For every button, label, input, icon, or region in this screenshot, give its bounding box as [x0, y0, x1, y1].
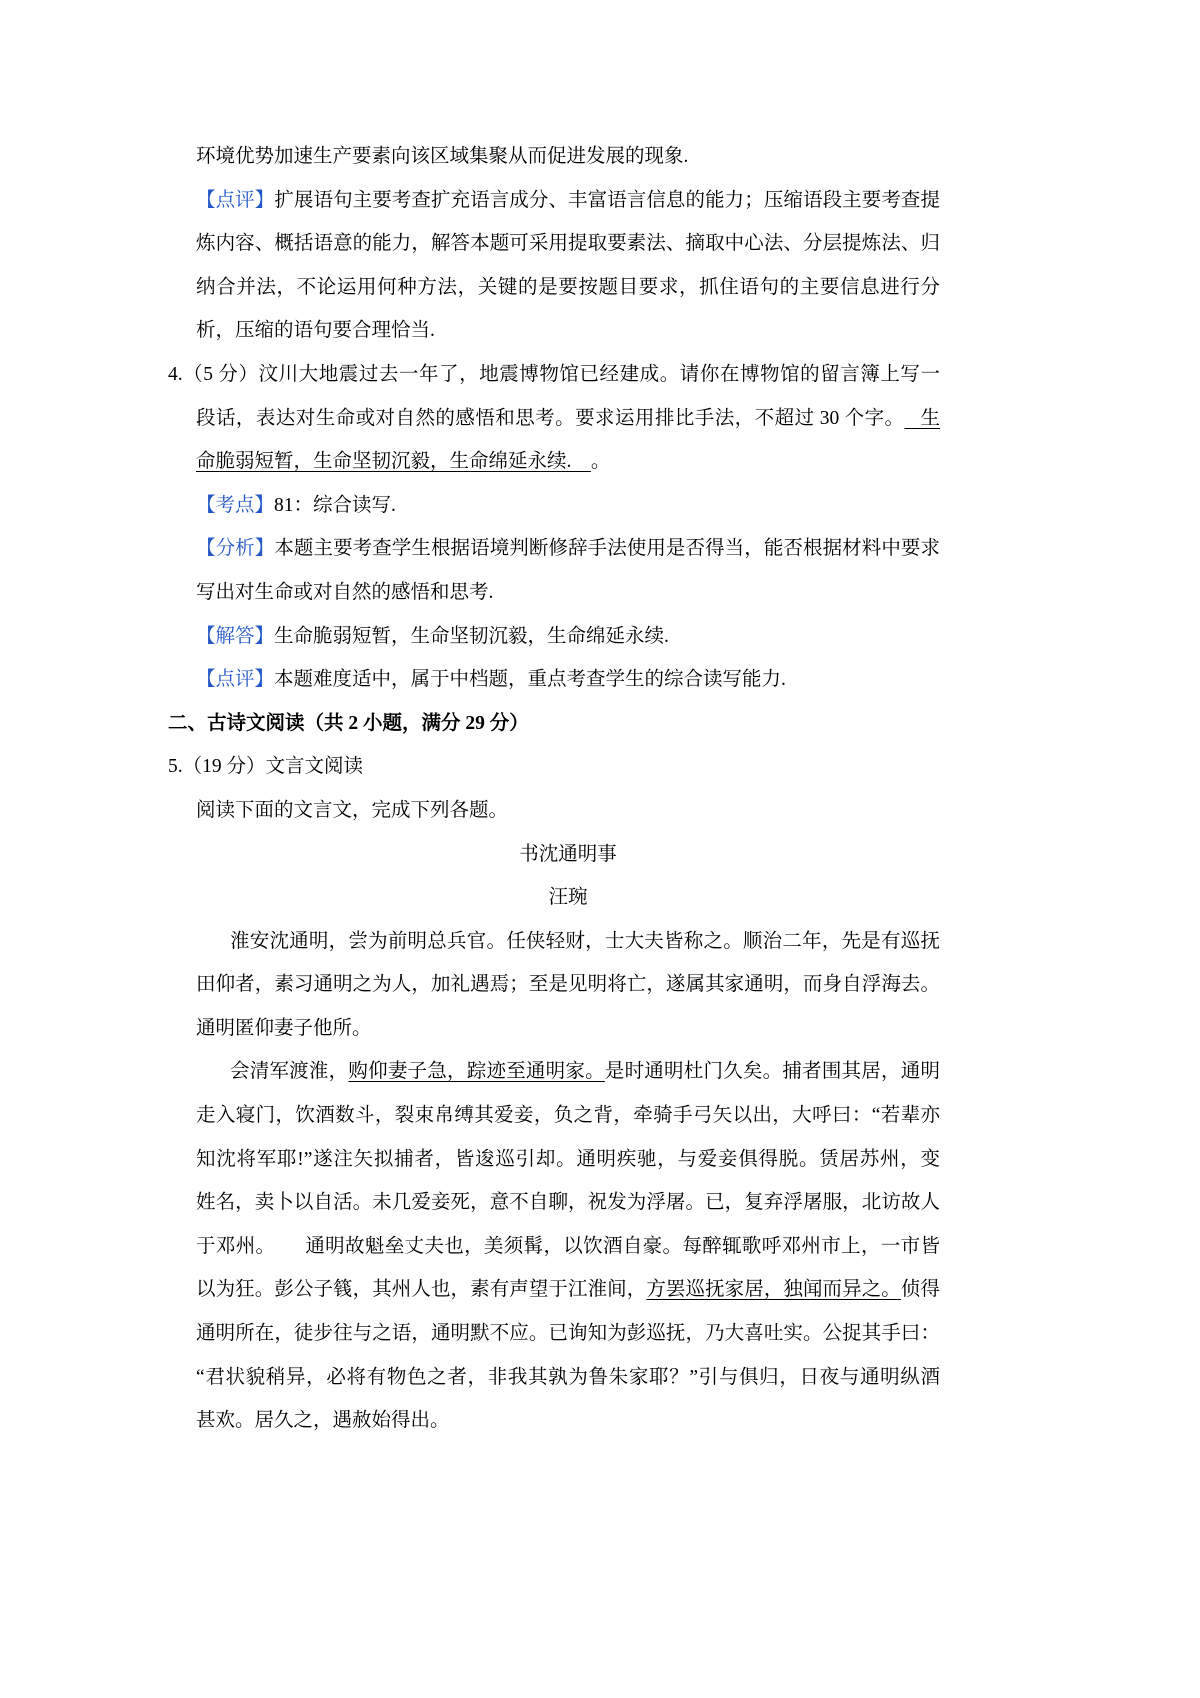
passage-line: 通明所在，徒步往与之语，通明默不应。已询知为彭巡抚，乃大喜吐实。公捉其手曰：	[196, 1323, 940, 1345]
passage-line	[230, 1050, 940, 1094]
q4-jieda	[196, 615, 940, 659]
q3-comment-line-3: 纳合并法，不论运用何种方法，关键的是要按题目要求，抓住语句的主要信息进行分	[196, 276, 940, 298]
q4-kaodian	[196, 484, 940, 528]
kaodian-text: 81：综合读写.	[274, 494, 396, 516]
fenxi-tag: 【分析】	[196, 538, 275, 560]
passage-line: “君状貌稍异，必将有物色之者，非我其孰为鲁朱家耶？”引与俱归，日夜与通明纵酒	[196, 1366, 940, 1388]
dianping-tag: 【点评】	[196, 669, 275, 691]
q4-underlined-answer: 生	[904, 407, 940, 429]
passage-line: 通明匿仰妻子他所。	[196, 1017, 372, 1039]
section-heading: 二、古诗文阅读（共 2 小题，满分 29 分）	[168, 712, 529, 734]
q4-underlined-answer: 命脆弱短暂，生命坚韧沉毅，生命绵延永续.	[196, 451, 591, 473]
q4-stem-text: 段话，表达对生命或对自然的感悟和思考。要求运用排比手法，不超过 30 个字。	[196, 407, 905, 429]
q4-dianping	[196, 658, 940, 702]
passage-author: 汪琬	[548, 887, 588, 909]
passage-text: 是时通明杜门久矣。捕者围其居，通明	[604, 1061, 940, 1083]
q3-comment-line-1	[196, 179, 940, 223]
q5-instruction: 阅读下面的文言文，完成下列各题。	[196, 799, 509, 821]
underlined-sentence: 购仰妻子急，踪迹至通明家。	[348, 1061, 605, 1083]
q3-answer-tail: 环境优势加速生产要素向该区域集聚从而促进发展的现象.	[196, 146, 689, 167]
passage-text: 以为狂。彭公子篯，其州人也，素有声望于江淮间，	[196, 1279, 647, 1301]
passage-line: 于邓州。 通明故魁垒丈夫也，美须髯，以饮酒自豪。每醉辄歌呼邓州市上，一市皆	[196, 1235, 940, 1257]
passage-line: 知沈将军耶!”遂注矢拟捕者，皆逡巡引却。通明疾驰，与爱妾俱得脱。赁居苏州，变	[196, 1148, 940, 1170]
q5-stem: 5.（19 分）文言文阅读	[168, 756, 364, 778]
q4-answer-line	[196, 440, 940, 484]
passage-line: 田仰者，素习通明之为人，加礼遇焉；至是见明将亡，遂属其家通明，而身自浮海去。	[196, 974, 940, 996]
comment-text: 扩展语句主要考查扩充语言成分、丰富语言信息的能力；压缩语段主要考查提	[274, 189, 940, 211]
passage-text: 侦得	[900, 1279, 940, 1301]
passage-line	[196, 1268, 940, 1312]
document-page	[0, 135, 1200, 1443]
passage-line: 走入寝门，饮酒数斗，裂束帛缚其爱妾，负之背，牵骑手弓矢以出，大呼曰：“若辈亦	[196, 1105, 940, 1127]
jieda-tag: 【解答】	[196, 625, 275, 647]
q4-stem-line-2	[196, 397, 940, 441]
passage-line: 姓名，卖卜以自活。未几爱妾死，意不自聊，祝发为浮屠。已，复弃浮屠服，北访故人	[196, 1192, 940, 1214]
q4-fenxi-line-1	[196, 527, 940, 571]
q3-comment-line-2: 炼内容、概括语意的能力，解答本题可采用提取要素法、摘取中心法、分层提炼法、归	[196, 233, 940, 255]
passage-text: 会清军渡淮，	[230, 1061, 349, 1083]
q3-comment-line-4: 析，压缩的语句要合理恰当.	[196, 320, 435, 342]
comment-tag: 【点评】	[196, 189, 275, 211]
passage-title: 书沈通明事	[519, 843, 617, 865]
fenxi-text: 本题主要考查学生根据语境判断修辞手法使用是否得当，能否根据材料中要求	[274, 538, 940, 560]
q4-stem-line-1: 4.（5 分）汶川大地震过去一年了，地震博物馆已经建成。请你在博物馆的留言簿上写一	[168, 363, 940, 385]
passage-line: 淮安沈通明，尝为前明总兵官。任侠轻财，士大夫皆称之。顺治二年，先是有巡抚	[230, 930, 940, 952]
underlined-sentence: 方罢巡抚家居，独闻而异之。	[646, 1279, 901, 1301]
jieda-text: 生命脆弱短暂，生命坚韧沉毅，生命绵延永续.	[274, 625, 669, 647]
dianping-text: 本题难度适中，属于中档题，重点考查学生的综合读写能力.	[274, 669, 786, 691]
passage-line: 甚欢。居久之，遇赦始得出。	[196, 1410, 450, 1432]
kaodian-tag: 【考点】	[196, 494, 275, 516]
q4-fenxi-line-2: 写出对生命或对自然的感悟和思考.	[196, 581, 494, 603]
q4-answer-end: 。	[590, 451, 611, 473]
